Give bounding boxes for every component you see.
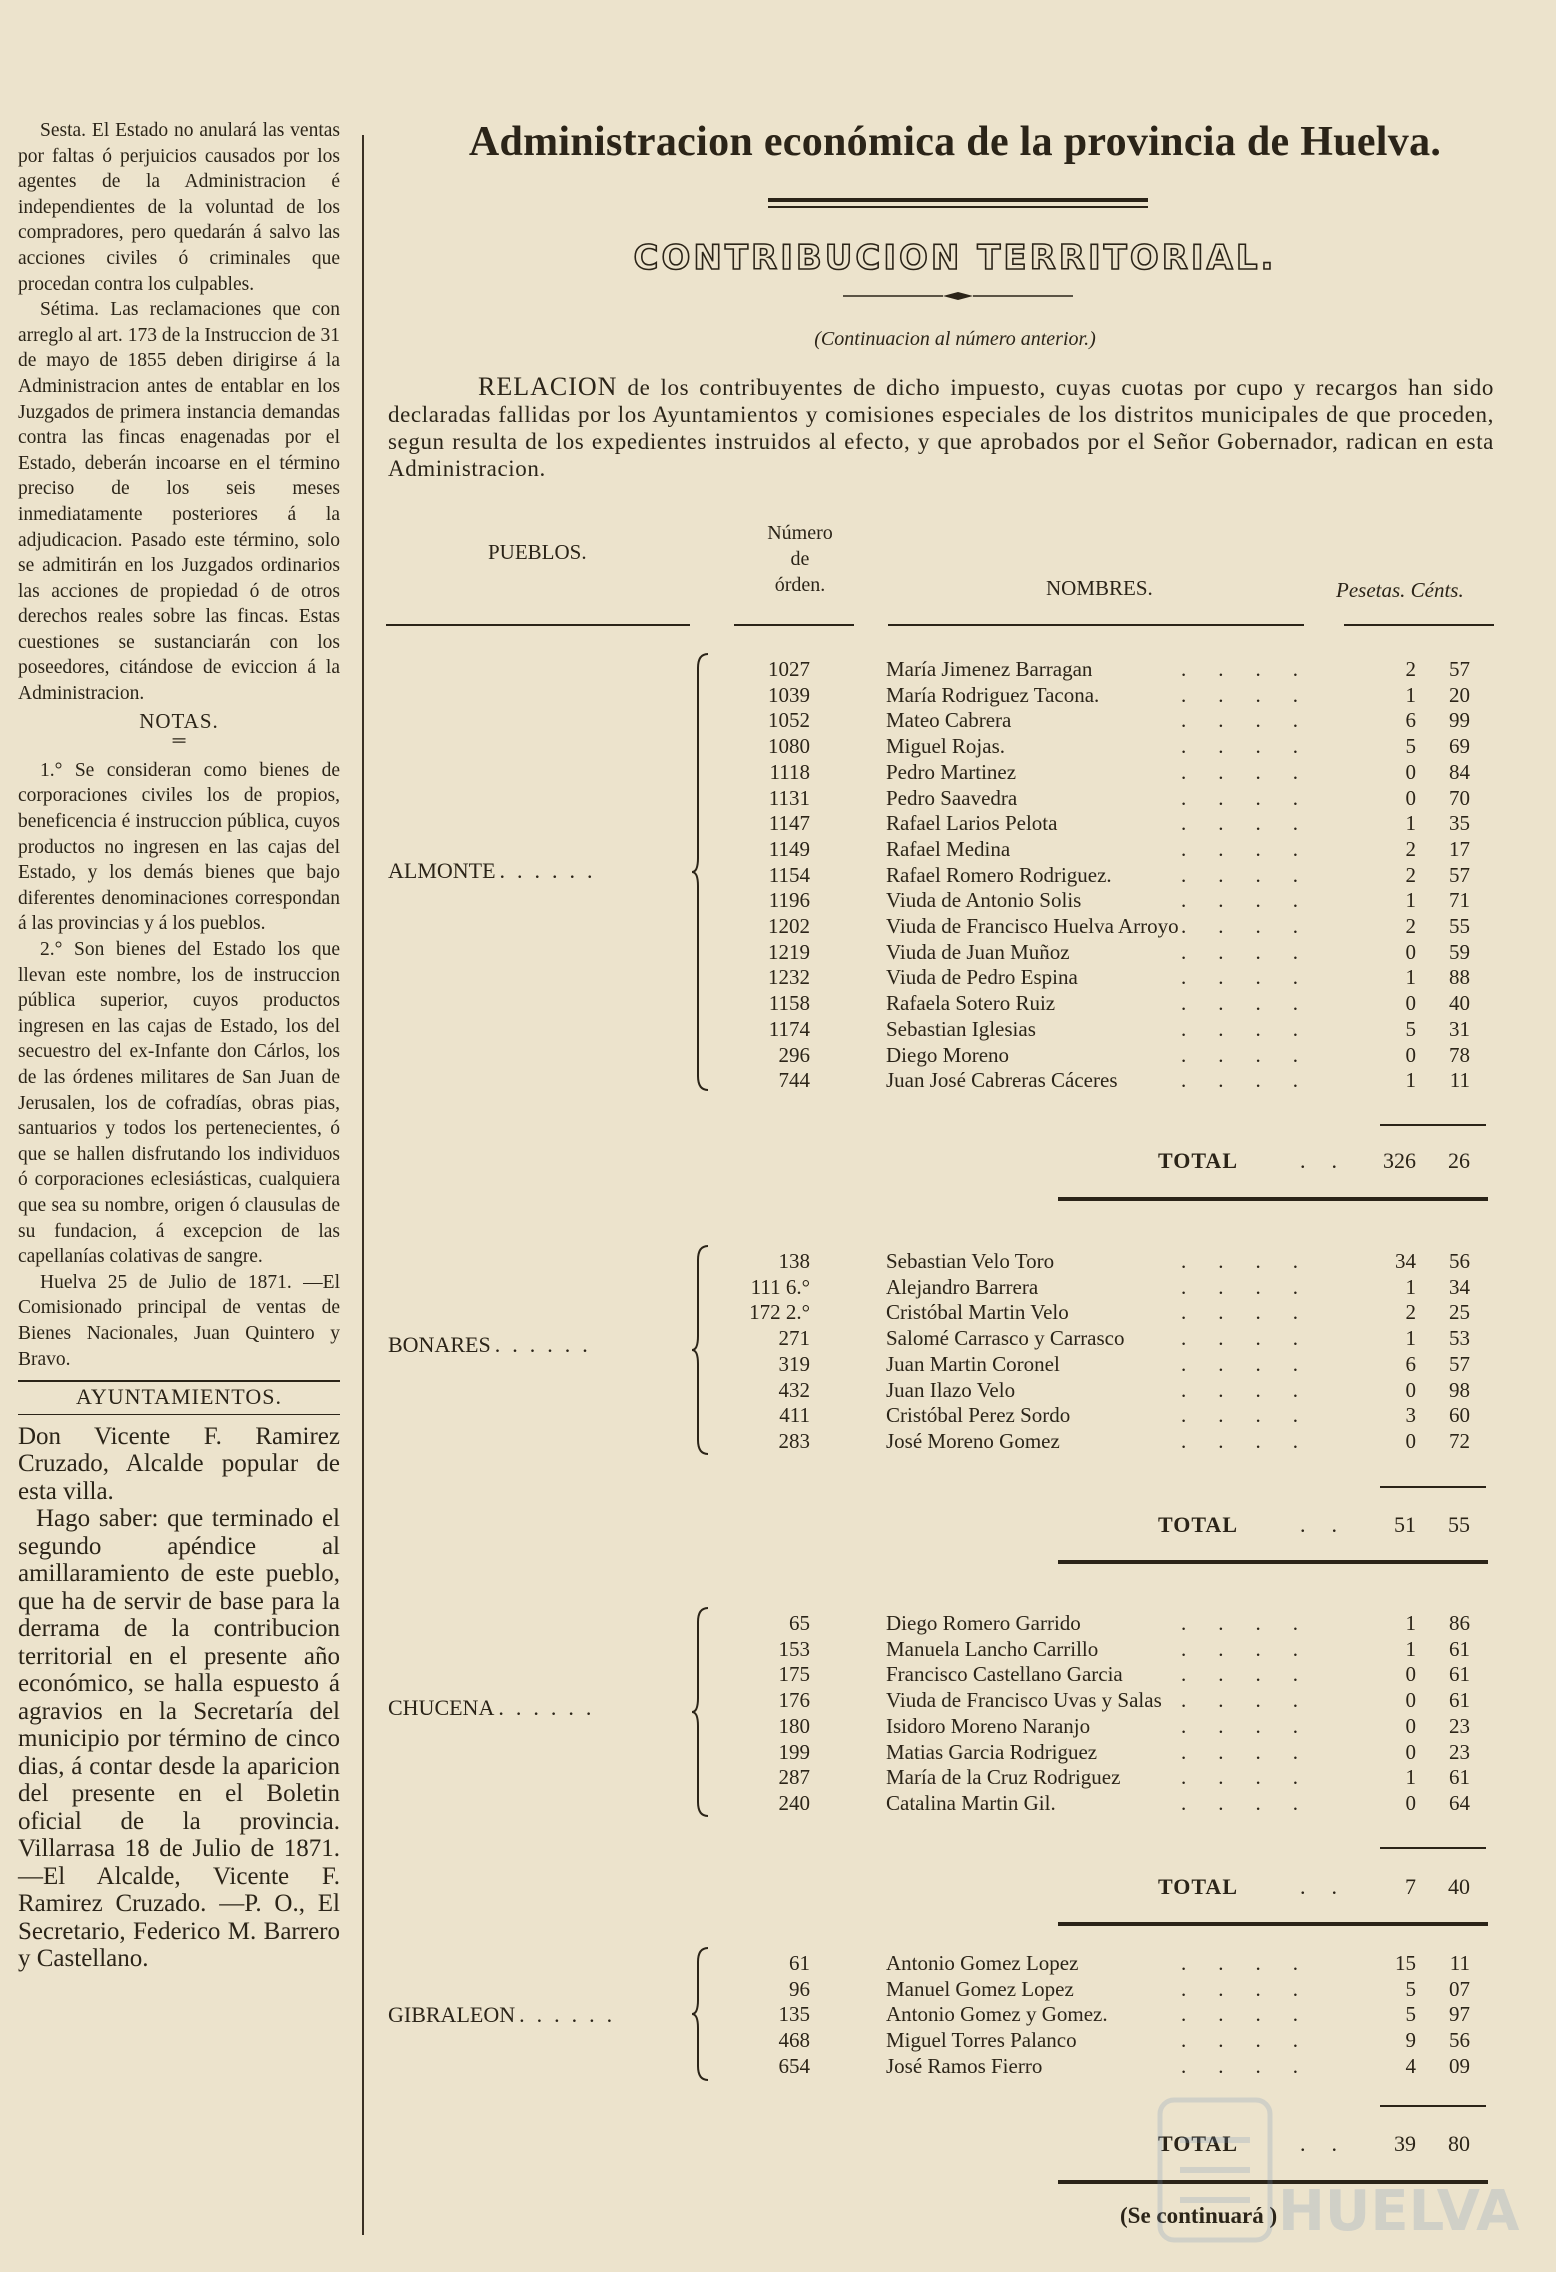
table-row: [0, 657, 1556, 683]
order-number: 1219: [768, 939, 810, 964]
total-pesetas: 39: [1394, 2131, 1416, 2156]
contributor-name: Sebastian Iglesias: [886, 1016, 1036, 1041]
column-header-nombres: NOMBRES.: [1046, 576, 1153, 600]
contributor-name: Cristóbal Martin Velo: [886, 1300, 1069, 1325]
pesetas-value: 0: [1405, 1662, 1416, 1687]
table-row: [0, 1378, 1556, 1404]
leader-dots: ....: [1181, 1274, 1330, 1299]
section-end-rule: [1058, 1560, 1488, 1564]
leader-dots: ....: [1181, 1249, 1330, 1273]
table-row: [0, 1740, 1556, 1766]
order-number: 1158: [768, 991, 810, 1016]
leader-dots: ....: [1181, 888, 1330, 913]
table-row: [0, 1326, 1556, 1352]
contributor-name: Viuda de Juan Muñoz: [886, 939, 1070, 964]
leader-dots: ....: [1181, 1688, 1330, 1713]
section-subtitle: CONTRIBUCION TERRITORIAL.: [633, 238, 1277, 278]
cents-value: 11: [1449, 1951, 1470, 1975]
column-header-pueblos: PUEBLOS.: [488, 540, 587, 564]
cents-value: 07: [1449, 1976, 1470, 2001]
cents-value: 17: [1449, 836, 1470, 861]
cents-value: 84: [1449, 759, 1470, 784]
table-row: [0, 1429, 1556, 1455]
leader-dots: ....: [1181, 811, 1330, 836]
leader-dots: ....: [1181, 785, 1330, 810]
cents-value: 57: [1449, 862, 1470, 887]
cents-value: 78: [1449, 1042, 1470, 1067]
total-row: [0, 1874, 1556, 1904]
leader-dots: ....: [1181, 759, 1330, 784]
leader-dots: ....: [1181, 836, 1330, 861]
leader-dots: ....: [1181, 708, 1330, 733]
pesetas-value: 9: [1405, 2028, 1416, 2053]
order-number: 654: [778, 2053, 810, 2078]
table-row: [0, 1352, 1556, 1378]
leader-dots: ....: [1181, 2053, 1330, 2078]
paragraph-septima: Sétima. Las reclamaciones que con arreglo al art. 173 de la Instruccion de 31 de mayo de 1855 deben dirigirse á la Administracion antes de entablar en los Juzgados de primera instancia demandas contra las fincas enagenadas por el Estado, deberán incoarse en el término preciso de los seis meses inmediatamente posteriores á la adjudicacion. Pasado este término, solo se admitirán en los Juzgados ordinarios las acciones de propiedad ó de otros derechos reales sobre las fincas. Estas cuestiones se sustanciarán con los poseedores, citándose de eviccion á la Administracion.: [18, 299, 340, 705]
total-row: [0, 1148, 1556, 1178]
table-row: [0, 1249, 1556, 1275]
pesetas-value: 1: [1405, 682, 1416, 707]
contributor-name: Juan Martin Coronel: [886, 1351, 1060, 1376]
cents-value: 11: [1449, 1068, 1470, 1093]
pesetas-value: 1: [1405, 1274, 1416, 1299]
leader-dots: ....: [1181, 1636, 1330, 1661]
order-number: 287: [778, 1765, 810, 1790]
pesetas-value: 0: [1405, 1428, 1416, 1453]
contributor-name: Miguel Torres Palanco: [886, 2028, 1077, 2053]
cents-value: 35: [1449, 811, 1470, 836]
cents-value: 72: [1449, 1428, 1470, 1453]
pesetas-value: 5: [1405, 734, 1416, 759]
table-row: [0, 888, 1556, 914]
contributor-name: Rafaela Sotero Ruiz: [886, 991, 1056, 1016]
pesetas-value: 2: [1405, 836, 1416, 861]
order-number: 199: [778, 1739, 810, 1764]
leader-dots: ..: [1300, 1148, 1363, 1173]
cents-value: 57: [1449, 657, 1470, 681]
cents-value: 61: [1449, 1636, 1470, 1661]
nota-2: 2.° Son bienes del Estado los que llevan este nombre, los de instruccion pública superior, cuyos productos ingresen en las cajas de Estado, los del secuestro del ex-Infante don Cárlos, los de las órdenes militares de San Juan de Jerusalen, los de cofradías, obras pias, santuarios y todos los pertenecientes, ó que se hallen disfrutando los individuos ó corporaciones eclesiásticas, cualquiera que sea su nombre, origen ó clausulas de su fundacion, á excepcion de las capellanías colativas de sangre.: [18, 939, 340, 1268]
cents-value: 20: [1449, 682, 1470, 707]
cents-value: 98: [1449, 1377, 1470, 1402]
ayuntamientos-heading: AYUNTAMIENTOS.: [76, 1384, 282, 1410]
contributor-name: Diego Romero Garrido: [886, 1611, 1081, 1635]
contributor-name: Pedro Saavedra: [886, 785, 1018, 810]
table-row: [0, 734, 1556, 760]
cents-value: 34: [1449, 1274, 1470, 1299]
table-row: [0, 1403, 1556, 1429]
pesetas-value: 2: [1405, 1300, 1416, 1325]
pesetas-value: 1: [1405, 1611, 1416, 1635]
pesetas-value: 1: [1405, 1068, 1416, 1093]
order-number: 283: [778, 1428, 810, 1453]
contributor-name: Viuda de Pedro Espina: [886, 965, 1078, 990]
leader-dots: ......: [519, 2002, 625, 2027]
table-row: [0, 760, 1556, 786]
order-number: 172 2.°: [749, 1300, 810, 1325]
cents-value: 23: [1449, 1739, 1470, 1764]
leader-dots: ....: [1181, 657, 1330, 681]
leader-dots: ....: [1181, 1611, 1330, 1635]
leader-dots: ....: [1181, 2002, 1330, 2027]
leader-dots: ....: [1181, 2028, 1330, 2053]
total-pesetas: 7: [1405, 1874, 1416, 1899]
pesetas-value: 1: [1405, 811, 1416, 836]
leader-dots: ....: [1181, 939, 1330, 964]
order-number: 744: [778, 1068, 810, 1093]
order-number: 1039: [768, 682, 810, 707]
header-rule-numero: [734, 624, 854, 626]
total-label: TOTAL: [1158, 1874, 1238, 1899]
order-number: 1174: [768, 1016, 810, 1041]
pesetas-value: 15: [1395, 1951, 1416, 1975]
order-number: 1118: [769, 759, 810, 784]
title-rule-thick: [768, 198, 1148, 202]
order-number: 153: [778, 1636, 810, 1661]
pesetas-value: 1: [1405, 1765, 1416, 1790]
pesetas-value: 0: [1405, 1713, 1416, 1738]
order-number: 1232: [768, 965, 810, 990]
table-row: [0, 1791, 1556, 1817]
order-number: 432: [778, 1377, 810, 1402]
order-number: 61: [789, 1951, 810, 1975]
total-label: TOTAL: [1158, 2131, 1238, 2156]
order-number: 176: [778, 1688, 810, 1713]
leader-dots: ....: [1181, 1951, 1330, 1975]
total-pesetas: 326: [1383, 1148, 1416, 1173]
table-row: [0, 1068, 1556, 1094]
pesetas-value: 1: [1405, 965, 1416, 990]
table-row: [0, 1951, 1556, 1977]
contributor-name: José Moreno Gomez: [886, 1428, 1060, 1453]
leader-dots: ..: [1300, 1874, 1363, 1899]
intro-text: de los contribuyentes de dicho impuesto, cuyas cuotas por cupo y recargos han sido declaradas fallidas por los Ayuntamientos y comisiones especiales de los distritos municipales de que proceden, segun resulta de los expedientes instruidos al efecto, y que aprobados por el Señor Gobernador, radican en esta Administracion.: [388, 375, 1494, 481]
pesetas-value: 5: [1405, 1976, 1416, 2001]
leader-dots: ....: [1181, 1042, 1330, 1067]
table-row: [0, 1275, 1556, 1301]
order-number: 1149: [768, 836, 810, 861]
leader-dots: ......: [494, 1332, 600, 1357]
order-number: 319: [778, 1351, 810, 1376]
total-cents: 40: [1448, 1874, 1470, 1899]
total-cents: 80: [1448, 2131, 1470, 2156]
leader-dots: ....: [1181, 914, 1330, 938]
intro-first-word: RELACION: [478, 372, 618, 401]
pesetas-value: 1: [1405, 1636, 1416, 1661]
pesetas-value: 3: [1405, 1403, 1416, 1428]
order-number: 1154: [768, 862, 810, 887]
order-number: 1147: [768, 811, 810, 836]
total-pesetas: 51: [1394, 1512, 1416, 1537]
leader-dots: ....: [1181, 682, 1330, 707]
contributor-name: Viuda de Antonio Solis: [886, 888, 1082, 913]
pesetas-value: 0: [1405, 1790, 1416, 1815]
cents-value: 55: [1449, 914, 1470, 938]
contributor-name: María de la Cruz Rodriguez: [886, 1765, 1121, 1790]
pesetas-value: 0: [1405, 1042, 1416, 1067]
table-row: [0, 2054, 1556, 2080]
cents-value: 64: [1449, 1790, 1470, 1815]
leader-dots: ....: [1181, 1662, 1330, 1687]
pesetas-value: 6: [1405, 1351, 1416, 1376]
cents-value: 23: [1449, 1713, 1470, 1738]
leader-dots: ....: [1181, 1428, 1330, 1453]
table-row: [0, 811, 1556, 837]
leader-dots: ....: [1181, 1790, 1330, 1815]
double-rule-ornament: ═: [172, 730, 186, 751]
contributor-name: Juan José Cabreras Cáceres: [886, 1068, 1118, 1093]
column-divider: [362, 135, 364, 2235]
cents-value: 40: [1449, 991, 1470, 1016]
leader-dots: ..: [1300, 2131, 1363, 2156]
svg-text:HUELVA: HUELVA: [1278, 2179, 1520, 2244]
nota-1: 1.° Se consideran como bienes de corporaciones civiles los de propios, beneficencia é instruccion pública, cuyos productos no ingresen en las cajas del Estado, y los demás bienes que bajo diferentes denominaciones correspondan á las provincias y á los pueblos.: [18, 759, 340, 935]
pesetas-value: 2: [1405, 657, 1416, 681]
cents-value: 57: [1449, 1351, 1470, 1376]
table-row: [0, 708, 1556, 734]
contributor-name: Mateo Cabrera: [886, 708, 1012, 733]
leader-dots: ....: [1181, 1300, 1330, 1325]
table-row: [0, 837, 1556, 863]
continuation-footer: (Se continuará ): [1120, 2203, 1278, 2228]
table-row: [0, 2028, 1556, 2054]
order-number: 96: [789, 1976, 810, 2001]
leader-dots: ....: [1181, 1713, 1330, 1738]
total-label: TOTAL: [1158, 1148, 1238, 1173]
contributor-name: Diego Moreno: [886, 1042, 1010, 1067]
table-row: [0, 914, 1556, 940]
pesetas-value: 4: [1405, 2053, 1416, 2078]
column-header-numero: [750, 520, 850, 598]
order-number: 111 6.°: [750, 1274, 810, 1299]
section-end-rule: [1058, 1197, 1488, 1201]
total-cents: 55: [1448, 1512, 1470, 1537]
intro-paragraph: [388, 373, 1494, 482]
leader-dots: ....: [1181, 1351, 1330, 1376]
contributor-name: José Ramos Fierro: [886, 2053, 1043, 2078]
table-row: [0, 1017, 1556, 1043]
contributor-name: Rafael Larios Pelota: [886, 811, 1058, 836]
leader-dots: ....: [1181, 734, 1330, 759]
contributor-name: Rafael Medina: [886, 836, 1011, 861]
total-row: [0, 1512, 1556, 1542]
cents-value: 31: [1449, 1016, 1470, 1041]
order-number: 468: [778, 2028, 810, 2053]
table-row: [0, 1662, 1556, 1688]
order-number: 65: [789, 1611, 810, 1635]
pesetas-value: 34: [1395, 1249, 1416, 1273]
contributor-name: Manuela Lancho Carrillo: [886, 1636, 1099, 1661]
table-row: [0, 786, 1556, 812]
leader-dots: ....: [1181, 991, 1330, 1016]
table-row: [0, 1300, 1556, 1326]
contributor-name: Isidoro Moreno Naranjo: [886, 1713, 1091, 1738]
leader-dots: ....: [1181, 965, 1330, 990]
pesetas-value: 0: [1405, 1739, 1416, 1764]
pesetas-value: 0: [1405, 1377, 1416, 1402]
table-row: [0, 965, 1556, 991]
order-number: 240: [778, 1790, 810, 1815]
cents-value: 09: [1449, 2053, 1470, 2078]
table-row: [0, 1977, 1556, 2003]
order-number: 1080: [768, 734, 810, 759]
cents-value: 56: [1449, 2028, 1470, 2053]
order-number: 180: [778, 1713, 810, 1738]
contributor-name: Viuda de Francisco Huelva Arroyo: [886, 914, 1179, 938]
leader-dots: ....: [1181, 1403, 1330, 1428]
continuation-note: (Continuacion al número anterior.): [814, 328, 1096, 350]
table-row: [0, 2002, 1556, 2028]
subtotal-rule: [1380, 1486, 1486, 1488]
contributor-name: Sebastian Velo Toro: [886, 1249, 1055, 1273]
pesetas-value: 0: [1405, 991, 1416, 1016]
table-row: [0, 1714, 1556, 1740]
cents-value: 56: [1449, 1249, 1470, 1273]
cents-value: 69: [1449, 734, 1470, 759]
town-name: BONARES: [388, 1332, 491, 1357]
contributor-name: María Jimenez Barragan: [886, 657, 1093, 681]
numero-line-1: Número: [767, 522, 833, 544]
table-row: [0, 1688, 1556, 1714]
pesetas-value: 2: [1405, 862, 1416, 887]
pesetas-value: 0: [1405, 1688, 1416, 1713]
numero-line-3: órden.: [774, 574, 826, 596]
header-rule-nombres: [888, 624, 1304, 626]
contributor-name: Viuda de Francisco Uvas y Salas: [886, 1688, 1162, 1713]
cents-value: 61: [1449, 1688, 1470, 1713]
order-number: 296: [778, 1042, 810, 1067]
leader-dots: ......: [498, 1695, 604, 1720]
header-rule-pueblos: [386, 624, 690, 626]
leader-dots: ....: [1181, 1068, 1330, 1093]
contributor-name: Catalina Martin Gil.: [886, 1790, 1056, 1815]
pesetas-value: 0: [1405, 785, 1416, 810]
order-number: 1027: [768, 657, 810, 681]
contributor-name: Manuel Gomez Lopez: [886, 1976, 1074, 2001]
table-row: [0, 683, 1556, 709]
column-header-pesetas-cents: Pesetas. Cénts.: [1336, 578, 1464, 602]
pesetas-value: 2: [1405, 914, 1416, 938]
pesetas-value: 1: [1405, 1326, 1416, 1351]
cents-value: 60: [1449, 1403, 1470, 1428]
subtotal-rule: [1380, 1124, 1486, 1126]
contributor-name: Francisco Castellano Garcia: [886, 1662, 1123, 1687]
leader-dots: ....: [1181, 1326, 1330, 1351]
contributor-name: Antonio Gomez y Gomez.: [886, 2002, 1108, 2027]
total-label: TOTAL: [1158, 1512, 1238, 1537]
table-row: [0, 940, 1556, 966]
contributor-name: Alejandro Barrera: [886, 1274, 1039, 1299]
pesetas-value: 6: [1405, 708, 1416, 733]
contributor-name: Cristóbal Perez Sordo: [886, 1403, 1071, 1428]
archive-seal-watermark-icon: [1150, 2080, 1520, 2250]
paragraph-sesta: Sesta. El Estado no anulará las ventas por faltas ó perjuicios causados por los agentes de la Administracion é independientes de la voluntad de los compradores, pero quedarán á salvo las acciones civiles ó criminales que procedan contra los culpables.: [18, 120, 340, 295]
contributor-name: Salomé Carrasco y Carrasco: [886, 1326, 1125, 1351]
order-number: 1131: [768, 785, 810, 810]
order-number: 1052: [768, 708, 810, 733]
leader-dots: ....: [1181, 1739, 1330, 1764]
contributor-name: Juan Ilazo Velo: [886, 1377, 1016, 1402]
ornament-rule-icon: [843, 290, 1073, 302]
contributor-name: Miguel Rojas.: [886, 734, 1005, 759]
town-name: ALMONTE: [388, 858, 496, 883]
town-name: GIBRALEON: [388, 2002, 516, 2027]
header-rule-pesetas: [1344, 624, 1494, 626]
leader-dots: ..: [1300, 1512, 1363, 1537]
cents-value: 61: [1449, 1765, 1470, 1790]
order-number: 135: [778, 2002, 810, 2027]
pesetas-value: 0: [1405, 939, 1416, 964]
cents-value: 61: [1449, 1662, 1470, 1687]
cents-value: 86: [1449, 1611, 1470, 1635]
pesetas-value: 5: [1405, 2002, 1416, 2027]
cents-value: 53: [1449, 1326, 1470, 1351]
leader-dots: ....: [1181, 1016, 1330, 1041]
leader-dots: ....: [1181, 1377, 1330, 1402]
contributor-name: María Rodriguez Tacona.: [886, 682, 1100, 707]
leader-dots: ....: [1181, 1765, 1330, 1790]
notice-opening: Don Vicente F. Ramirez Cruzado, Alcalde popular de esta villa.: [18, 1422, 340, 1505]
cents-value: 59: [1449, 939, 1470, 964]
table-row: [0, 1637, 1556, 1663]
cents-value: 97: [1449, 2002, 1470, 2027]
table-row: [0, 1611, 1556, 1637]
cents-value: 99: [1449, 708, 1470, 733]
notice-body: Hago saber: que terminado el segundo apéndice al amillaramiento de este pueblo, que ha de servir de base para la derrama de la contribucion territorial en el presente año económico, se halla espuesto á agravios en la Secretaría del municipio por término de cinco dias, á contar desde la aparicion del presente en el Boletin oficial de la provincia. Villarrasa 18 de Julio de 1871.—El Alcalde, Vicente F. Ramirez Cruzado. —P. O., El Secretario, Federico M. Barrero y Castellano.: [18, 1505, 340, 1973]
pesetas-value: 5: [1405, 1016, 1416, 1041]
contributor-name: Matias Garcia Rodriguez: [886, 1739, 1098, 1764]
table-row: [0, 1043, 1556, 1069]
section-end-rule: [1058, 1922, 1488, 1926]
cents-value: 25: [1449, 1300, 1470, 1325]
leader-dots: ....: [1181, 862, 1330, 887]
pesetas-value: 1: [1405, 888, 1416, 913]
order-number: 271: [778, 1326, 810, 1351]
cents-value: 71: [1449, 888, 1470, 913]
cents-value: 88: [1449, 965, 1470, 990]
contributor-name: Antonio Gomez Lopez: [886, 1951, 1079, 1975]
cents-value: 70: [1449, 785, 1470, 810]
page-title: Administracion económica de la provincia de Huelva.: [468, 119, 1442, 165]
table-row: [0, 991, 1556, 1017]
order-number: 175: [778, 1662, 810, 1687]
pesetas-value: 0: [1405, 759, 1416, 784]
notas-heading: NOTAS.: [139, 708, 219, 733]
contributor-name: Pedro Martinez: [886, 759, 1017, 784]
signature-paragraph: Huelva 25 de Julio de 1871. —El Comisionado principal de ventas de Bienes Nacionales, Juan Quintero y Bravo.: [18, 1271, 340, 1370]
total-cents: 26: [1448, 1148, 1470, 1173]
title-rule-thin: [768, 206, 1148, 208]
table-row: [0, 1765, 1556, 1791]
leader-dots: ......: [499, 858, 605, 883]
table-row: [0, 863, 1556, 889]
order-number: 411: [779, 1403, 810, 1428]
leader-dots: ....: [1181, 1976, 1330, 2001]
order-number: 1196: [768, 888, 810, 913]
contributor-name: Rafael Romero Rodriguez.: [886, 862, 1112, 887]
order-number: 138: [778, 1249, 810, 1273]
numero-line-2: de: [790, 548, 810, 570]
order-number: 1202: [768, 914, 810, 938]
town-name: CHUCENA: [388, 1695, 495, 1720]
subtotal-rule: [1380, 1847, 1486, 1849]
